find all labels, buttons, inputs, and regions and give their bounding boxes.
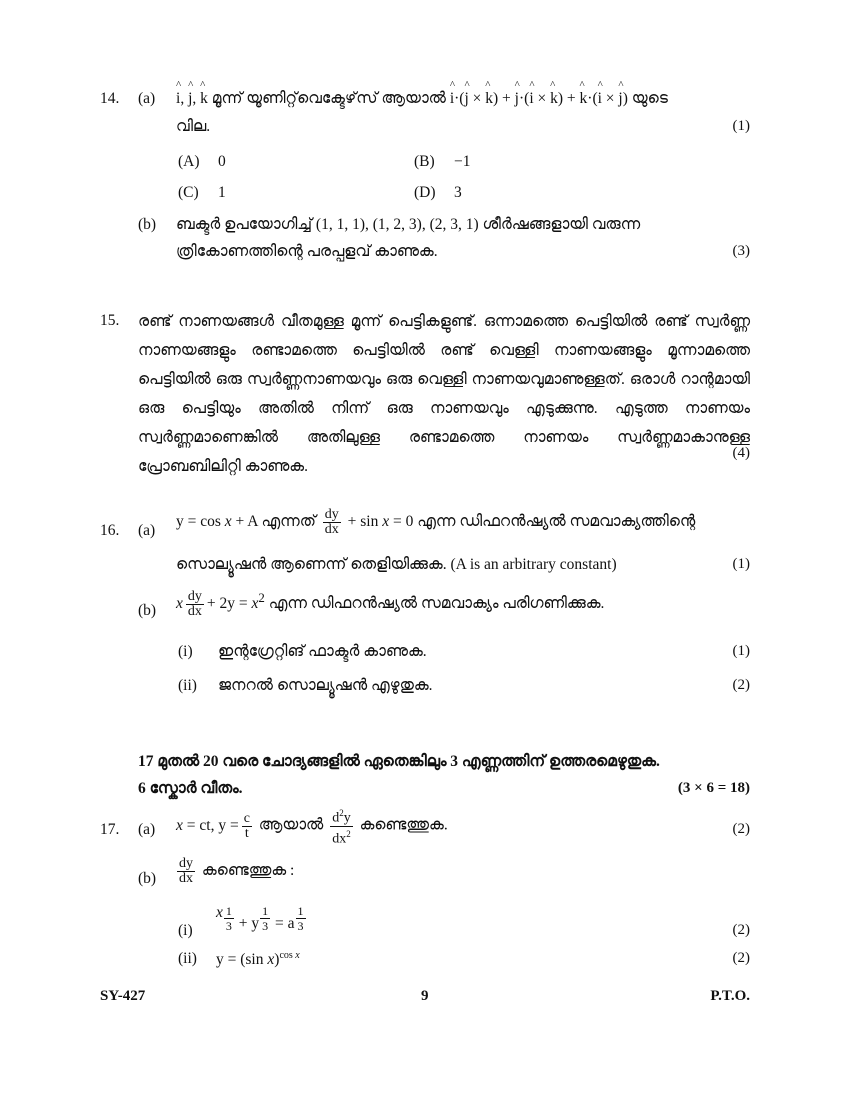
q14-a-marks: (1) (732, 118, 750, 134)
q16-b-question (176, 590, 604, 619)
dy-dx-fraction-b: $\frac{dy}{dx}$ (179, 856, 193, 886)
q17-b-text: കണ്ടെത്തുക : (201, 862, 295, 880)
parametric-equations: x = ct, y = $\frac{c}{t}$ (176, 810, 250, 841)
linear-de-expression: x $\frac{dy}{dx}$ + $2y = x^2$ (176, 589, 265, 620)
q16-a-text-post: എന്ന ഡിഫറൻഷ്യൽ സമവാക്യത്തിന്റെ (417, 513, 696, 531)
q16-a-question (176, 508, 695, 537)
q14-a-label: (a) (138, 90, 156, 107)
q17-b-ii-marks: (2) (732, 950, 750, 966)
q17-b-i-label: (i) (178, 922, 193, 939)
q14-b-marks: (3) (732, 243, 750, 259)
triple-product-expression: ^ i·(^ j × ^ k) + ^ j·(^ i × ^ k) + ^ k·(^ i × ^ j) (450, 90, 628, 107)
q17-a-text-mid: ആയാൽ (258, 816, 324, 834)
section-instruction-line1: 17 മുതൽ 20 വരെ ചോദ്യങ്ങളിൽ ഏതെങ്കിലും 3 എണ്ണത്തിന് ഉത്തരമെഴുതുക. (138, 753, 660, 770)
section-instruction-line2: 6 സ്കോർ വീതം. (138, 780, 243, 797)
q17-b-label: (b) (138, 870, 157, 887)
q15-text: രണ്ട് നാണയങ്ങൾ വീതമുള്ള മൂന്ന് പെട്ടികളുണ്ട്. ഒന്നാമത്തെ പെട്ടിയിൽ രണ്ട് സ്വർണ്ണ നാണയങ്ങളും രണ്ടാമത്തെ പെട്ടിയിൽ രണ്ട് വെള്ളി നാണയങ്ങളും മൂന്നാമത്തെ പെട്ടിയിൽ ഒരു സ്വർണ്ണനാണയവും ഒരു വെള്ളി നാണയവുമാണുള്ളത്. ഒരാൾ റാന്റമായി ഒരു പെട്ടിയും അതിൽ നിന്ന് ഒരു നാണയവും എടുക്കുന്നു. എടുത്ത നാണയം സ്വർണ്ണമാണെങ്കിൽ അതിലുള്ള രണ്ടാമത്തെ നാണയം സ്വർണ്ണമാകാനുള്ള പ്രോബബിലിറ്റി കാണുക. (138, 313, 750, 475)
q14-a-text-post: യുടെ (631, 90, 668, 107)
q16-b-ii-label: (ii) (178, 677, 197, 694)
q14-option-a-value: 0 (218, 153, 226, 170)
q16-a-text-mid: എന്നത് (261, 513, 316, 531)
q16-a-line2: സൊല്യൂഷൻ ആണെന്ന് തെളിയിക്കുക. (A is an arbitrary constant) (176, 556, 617, 573)
q14-option-d-value: 3 (454, 184, 462, 201)
q17-b-ii-equation: y = (sin x)$^{cos x}$ (216, 950, 300, 969)
q14-a-line2: വില. (176, 118, 211, 135)
q14-option-b-label: (B) (414, 153, 435, 170)
q14-a-question (176, 90, 668, 108)
q17-number: 17. (100, 821, 120, 838)
q15-marks: (4) (732, 445, 750, 461)
paper-code: SY-427 (100, 988, 146, 1004)
q14-option-d-label: (D) (414, 184, 436, 201)
q14-b-line1: ബക്ടർ ഉപയോഗിച്ച് (1, 1, 1), (1, 2, 3), (2, 3, 1) ശീർഷങ്ങളായി വരുന്ന (176, 216, 641, 233)
q16-a-label: (a) (138, 522, 156, 539)
q17-a-text-post: കണ്ടെത്തുക. (359, 816, 448, 834)
q17-b-question (174, 857, 294, 886)
q14-option-a-label: (A) (178, 153, 200, 170)
q16-b-ii-marks: (2) (732, 677, 750, 693)
page-number: 9 (421, 988, 429, 1004)
q17-b-i-marks: (2) (732, 922, 750, 938)
q14-b-label: (b) (138, 216, 157, 233)
q16-b-text: എന്ന ഡിഫറൻഷ്യൽ സമവാക്യം പരിഗണിക്കുക. (268, 595, 605, 613)
q17-b-i-equation: x $\frac{1}{3}$ + y $\frac{1}{3}$ = a $\frac{1}{3}$ (216, 904, 304, 933)
q17-a-question (176, 806, 448, 846)
dy-dx-fraction: $\frac{dy}{dx}$ (324, 507, 339, 537)
q16-number: 16. (100, 522, 120, 539)
q14-b-line2: ത്രികോണത്തിന്റെ പരപ്പളവ് കാണുക. (176, 243, 438, 260)
q16-b-i-label: (i) (178, 643, 193, 660)
q17-b-ii-label: (ii) (178, 950, 197, 967)
q15-number: 15. (100, 312, 120, 329)
q14-option-c-value: 1 (218, 184, 226, 201)
q16-b-i-marks: (1) (732, 643, 750, 659)
section-marks: (3 × 6 = 18) (677, 780, 750, 796)
q16-b-ii-text: ജനറൽ സൊല്യൂഷൻ എഴുതുക. (218, 677, 433, 694)
q14-number: 14. (100, 90, 120, 107)
q14-a-text-pre: മൂന്ന് യൂണിറ്റ്‌വെക്ടേഴ്‌സ് ആയാൽ (211, 90, 446, 107)
q16-b-label: (b) (138, 602, 157, 619)
please-turn-over: P.T.O. (710, 988, 750, 1004)
q16-b-i-text: ഇന്റഗ്രേറ്റിങ് ഫാക്ടർ കാണുക. (218, 643, 427, 660)
q17-a-label: (a) (138, 821, 156, 838)
q16-a-marks: (1) (732, 556, 750, 572)
q14-option-b-value: −1 (454, 153, 471, 170)
unit-vectors: ^ i, ^ j, ^ k (176, 90, 208, 107)
q14-option-c-label: (C) (178, 184, 199, 201)
second-derivative-fraction: $\frac{d^2y}{dx^2}$ (332, 808, 351, 847)
q17-a-marks: (2) (732, 821, 750, 837)
solution-equation: y = cos x + A (176, 513, 258, 531)
differential-equation: + sin x = 0 (347, 513, 414, 531)
